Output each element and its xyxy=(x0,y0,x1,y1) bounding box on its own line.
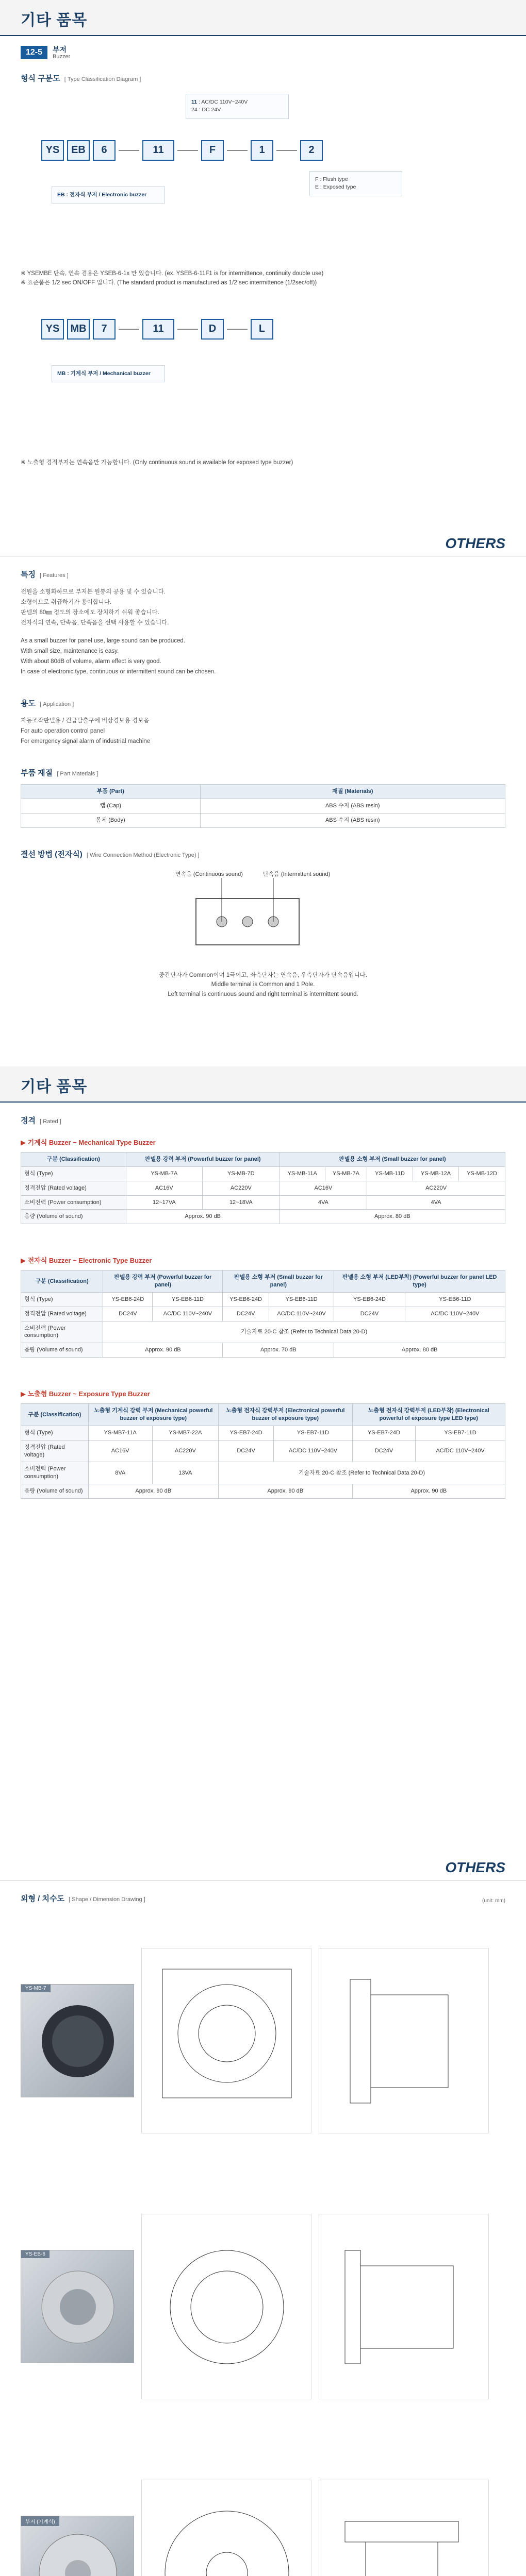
classification-note-1: ※ YSEMBE 단속, 연속 겸용은 YSEB-6-1x 만 있습니다. (ex. YSEB-6-11F1 is for intermittence, continuity double use) ※ 표준품은 1/2 sec ON/OFF 입니다. (The standard product is manufactured as 1/2 sec intermittence (1/2sec/off)) xyxy=(21,270,324,286)
uses-heading: 용도 [ Application ] xyxy=(21,699,74,708)
table-row: 음량 (Volume of sound) Approx. 90 dB Approx. 90 dB Approx. 90 dB xyxy=(21,1484,505,1499)
features-heading: 특징 [ Features ] xyxy=(21,570,69,579)
dimensions-heading: 외형 / 치수도 [ Shape / Dimension Drawing ] xyxy=(21,1894,145,1903)
classification-heading: 형식 구분도 [ Type Classification Diagram ] xyxy=(21,74,141,83)
header-banner xyxy=(0,0,526,36)
wiring-heading: 결선 방법 (전자식) [ Wire Connection Method (Electronic Type) ] xyxy=(21,850,200,859)
table-header-row: 부품 (Part) 재질 (Materials) xyxy=(21,785,505,799)
table-header-row: 구분 (Classification) 노출형 기계식 강력 부저 (Mechanical powerful buzzer of exposure type) 노출형 전자식 강력부저 (Electronical powerful buzzer of exposure type) 노출형 전자식 강력부저 (LED부착) (Electronical powerful of exposure type LED type) xyxy=(21,1404,505,1426)
specs-section xyxy=(0,1066,526,1844)
wiring-svg xyxy=(21,868,505,971)
classification-diagram-1 xyxy=(21,83,505,269)
table-header-row: 구분 (Classification) 판넬용 강력 부저 (Powerful buzzer for panel) 판넬용 소형 부저 (Small buzzer for panel) 판넬용 소형 부저 (LED부착) (Powerful buzzer for panel LED type) xyxy=(21,1270,505,1293)
front-drawing xyxy=(141,1948,311,2133)
table-row: 소비전력 (Power consumption) 12~17VA 12~18VA 4VA 4VA xyxy=(21,1195,505,1210)
series-label xyxy=(21,45,505,60)
code-box: F xyxy=(201,140,224,161)
table-row: 형식 (Type) YS-MB-7A YS-MB-7D YS-MB-11A YS-MB-7A YS-MB-11D YS-MB-12A YS-MB-12D xyxy=(21,1166,505,1181)
code-boxes-2 xyxy=(41,319,273,340)
table-row: 캡 (Cap) ABS 수지 (ABS resin) xyxy=(21,799,505,814)
code-box: D xyxy=(201,319,224,340)
header-banner: 기타 품목 xyxy=(0,1066,526,1103)
classification-section xyxy=(0,0,526,520)
legend-type-2: MB : 기계식 부저 / Mechanical buzzer xyxy=(52,365,165,383)
table-row: 소비전력 (Power consumption) 기술자료 20-C 참조 (Refer to Technical Data 20-D) xyxy=(21,1321,505,1343)
features-ko: 전원을 소형화하므로 부저본 원통의 공용 및 수 있습니다. 소형이므로 취급하기가 용이합니다. 판넬의 80㎜ 정도의 장소에도 장치하기 쉬워 좋습니다. 전자식의 연속, 단속음, 단속음을 선택 사용할 수 있습니다. xyxy=(21,589,169,626)
code-box: 11 xyxy=(142,319,174,340)
product-photo: YS-EB-6 xyxy=(21,2250,134,2363)
parts-heading: 부품 재질 [ Part Materials ] xyxy=(21,769,98,778)
table-row: 몸체 (Body) ABS 수지 (ABS resin) xyxy=(21,814,505,828)
uses-list: 자동조작판넬용 / 긴급탈출구에 비상경보용 경보음 For auto operation control panel For emergency signal alarm of industrial machine xyxy=(21,718,151,745)
dash xyxy=(276,150,297,151)
table-header-row: 구분 (Classification) 판넬용 강력 부저 (Powerful buzzer for panel) 판넬용 소형 부저 (Small buzzer for panel) xyxy=(21,1153,505,1167)
table-row: 음량 (Volume of sound) Approx. 90 dB Approx. 70 dB Approx. 80 dB xyxy=(21,1343,505,1358)
others-bar: OTHERS xyxy=(0,1844,526,1880)
code-box: 7 xyxy=(93,319,116,340)
series-number: 12-5 xyxy=(21,46,47,59)
features-en: As a small buzzer for panel use, large sound can be produced. With small size, maintenance is easy. With about 80dB of volume, alarm effect is very good. In case of electronic type, continuous or intermittent sound can be chosen. xyxy=(21,637,216,675)
features-section xyxy=(0,520,526,1066)
dash xyxy=(227,150,248,151)
wiring-left-label: 연속음 (Continuous sound) xyxy=(175,871,243,877)
unit-label: (unit: mm) xyxy=(482,1898,505,1904)
wiring-diagram xyxy=(21,868,505,971)
others-bar: OTHERS xyxy=(0,520,526,556)
exp-heading: ▶ 노출형 Buzzer ~ Exposure Type Buzzer xyxy=(21,1390,150,1398)
code-box: 1 xyxy=(251,140,273,161)
dash xyxy=(119,329,139,330)
dash xyxy=(177,150,198,151)
dimension-row xyxy=(21,2178,505,2435)
code-box: 6 xyxy=(93,140,116,161)
product-photo: YS-MB-7 xyxy=(21,1984,134,2097)
side-drawing xyxy=(319,2480,489,2576)
code-box: EB xyxy=(67,140,90,161)
side-drawing xyxy=(319,2214,489,2399)
side-drawing xyxy=(319,1948,489,2133)
front-drawing xyxy=(141,2480,311,2576)
wiring-note: 중간단자가 Common이며 1극이고, 좌측단자는 연속음, 우측단자가 단속음입니다. Middle terminal is Common and 1 Pole. Left terminal is continuous sound and right terminal is intermittent sound. xyxy=(159,972,367,997)
code-box: YS xyxy=(41,319,64,340)
mech-heading: ▶ 기계식 Buzzer ~ Mechanical Type Buzzer xyxy=(21,1139,156,1146)
elec-heading: ▶ 전자식 Buzzer ~ Electronic Type Buzzer xyxy=(21,1257,152,1265)
code-box: YS xyxy=(41,140,64,161)
table-row: 음량 (Volume of sound) Approx. 90 dB Approx. 80 dB xyxy=(21,1210,505,1224)
legend-voltage: 11 : AC/DC 110V~240V 24 : DC 24V xyxy=(186,94,289,120)
code-box: 11 xyxy=(142,140,174,161)
dimensions-section xyxy=(0,1844,526,2576)
table-row: 정격전압 (Rated voltage) DC24V AC/DC 110V~240V DC24V AC/DC 110V~240V DC24V AC/DC 110V~240V xyxy=(21,1307,505,1321)
parts-table xyxy=(21,784,505,828)
dimension-row xyxy=(21,2444,505,2576)
dimension-row xyxy=(21,1912,505,2170)
classification-note-2: ※ 노출형 경적부저는 연속음만 가능합니다. (Only continuous sound is available for exposed type buzzer) xyxy=(21,459,293,466)
elec-table xyxy=(21,1270,505,1358)
classification-diagram-2 xyxy=(21,288,505,458)
product-photo: 부저 (기계식) xyxy=(21,2516,134,2576)
table-row: 정격전압 (Rated voltage) AC16V AC220V AC16V AC220V xyxy=(21,1181,505,1195)
front-drawing xyxy=(141,2214,311,2399)
code-box: L xyxy=(251,319,273,340)
exp-table xyxy=(21,1403,505,1499)
code-box: MB xyxy=(67,319,90,340)
dash xyxy=(119,150,139,151)
legend-mount: F : Flush type E : Exposed type xyxy=(309,171,402,197)
page-title: 기타 품목 xyxy=(21,12,88,29)
table-row: 정격전압 (Rated voltage) AC16V AC220V DC24V AC/DC 110V~240V DC24V AC/DC 110V~240V xyxy=(21,1440,505,1462)
dash xyxy=(177,329,198,330)
code-box: 2 xyxy=(300,140,323,161)
code-boxes-1 xyxy=(41,140,323,161)
wiring-right-label: 단속음 (Intermittent sound) xyxy=(263,871,331,877)
dash xyxy=(227,329,248,330)
legend-type: EB : 전자식 부저 / Electronic buzzer xyxy=(52,187,165,204)
table-row: 형식 (Type) YS-EB6-24D YS-EB6-11D YS-EB6-24D YS-EB6-11D YS-EB6-24D YS-EB6-11D xyxy=(21,1292,505,1307)
table-row: 소비전력 (Power consumption) 8VA 13VA 기술자료 20-C 참조 (Refer to Technical Data 20-D) xyxy=(21,1462,505,1484)
mech-table xyxy=(21,1152,505,1224)
specs-heading: 정격 [ Rated ] xyxy=(21,1116,61,1125)
table-row: 형식 (Type) YS-MB7-11A YS-MB7-22A YS-EB7-24D YS-EB7-11D YS-EB7-24D YS-EB7-11D xyxy=(21,1426,505,1440)
series-name: 부저 Buzzer xyxy=(53,45,71,60)
